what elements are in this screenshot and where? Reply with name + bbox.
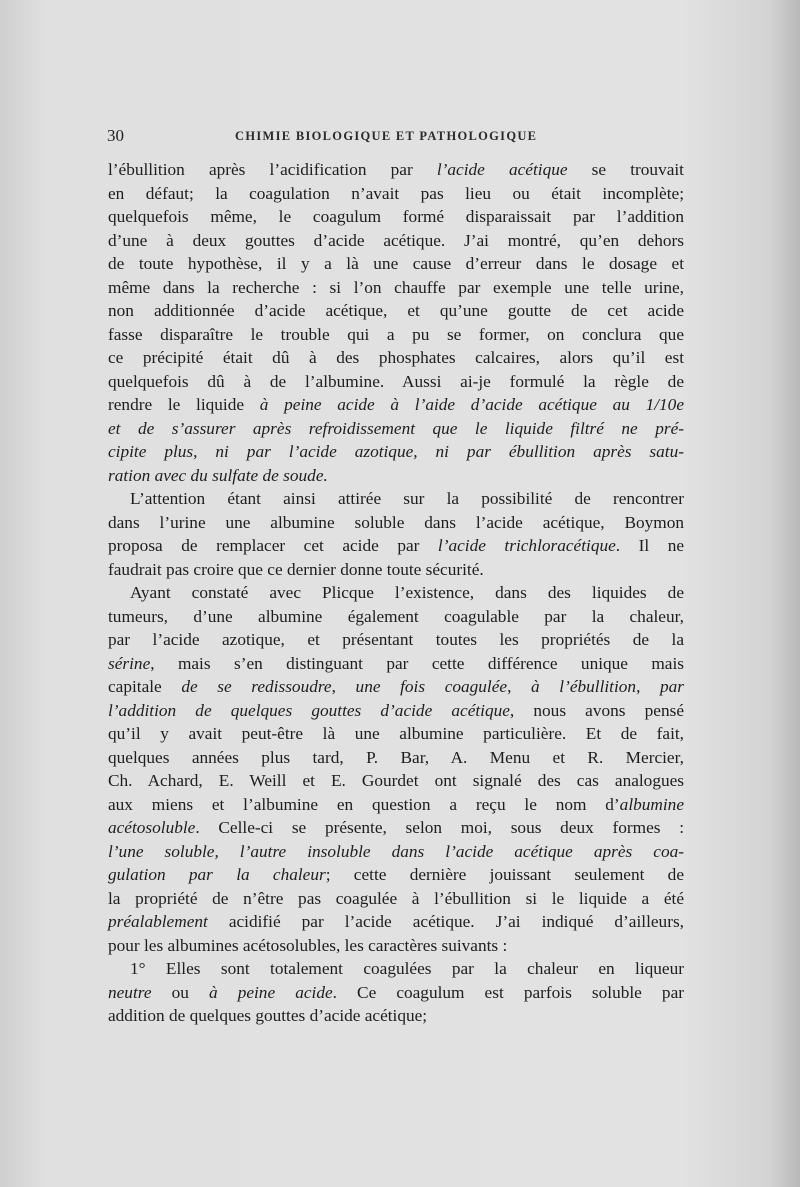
text-line bbox=[108, 370, 684, 394]
text-line bbox=[108, 182, 684, 206]
text-line bbox=[108, 440, 684, 464]
italic-run: acétosoluble bbox=[108, 818, 196, 837]
text-run: même dans la recherche : si l’on chauffe par exemple une telle urine, bbox=[108, 277, 684, 297]
text-run: , bbox=[636, 677, 661, 696]
text-line bbox=[108, 464, 684, 488]
text-line bbox=[108, 158, 684, 182]
text-line bbox=[108, 887, 684, 911]
text-line bbox=[108, 276, 684, 300]
text-line bbox=[108, 934, 684, 958]
text-run: non additionnée d’acide acétique, et qu’une goutte de cet acide bbox=[108, 301, 684, 320]
text-line bbox=[108, 1004, 684, 1028]
text-run: acidifié par l’acide acétique. J’ai indiqué d’ailleurs, bbox=[207, 912, 684, 931]
running-head: CHIMIE BIOLOGIQUE ET PATHOLOGIQUE bbox=[235, 129, 538, 143]
italic-run: par bbox=[660, 677, 685, 696]
text-line bbox=[108, 769, 684, 793]
text-run: 1° Elles sont totalement coagulées par la chaleur en liqueur bbox=[130, 959, 684, 978]
text-run: ce précipité était dû à des phosphates calcaires, alors qu’il est bbox=[108, 348, 684, 367]
italic-run: albumine bbox=[619, 794, 684, 814]
paragraph bbox=[108, 487, 684, 581]
text-line bbox=[108, 910, 684, 934]
text-run: par l’acide azotique, et présentant toutes les propriétés de la bbox=[108, 630, 684, 649]
text-run: de toute hypothèse, il y a là une cause d’erreur dans le dosage et bbox=[108, 254, 684, 273]
text-run: l’ébullition après l’acidification par bbox=[108, 160, 437, 179]
text-run: qu’il y avait peut-être là une albumine particulière. Et de fait, bbox=[108, 724, 684, 743]
text-line bbox=[108, 699, 684, 723]
text-run: . Il ne bbox=[615, 536, 685, 555]
text-run: quelquefois dû à de l’albumine. Aussi ai-je formulé la règle de bbox=[108, 371, 684, 391]
text-line bbox=[108, 863, 684, 887]
text-line bbox=[108, 957, 684, 981]
text-line bbox=[108, 581, 684, 605]
body-text bbox=[108, 158, 684, 1028]
text-line bbox=[108, 652, 684, 676]
text-run: rendre le liquide bbox=[108, 395, 260, 414]
italic-run: à peine acide à l’aide d’acide acétique au 1/10e bbox=[259, 395, 684, 414]
text-run: . Ce coagulum est parfois soluble par bbox=[332, 982, 684, 1002]
italic-run: l’addition de quelques gouttes d’acide acétique bbox=[108, 700, 510, 720]
text-line bbox=[108, 746, 684, 770]
italic-run: gulation par la chaleur bbox=[108, 865, 326, 884]
paragraph bbox=[108, 158, 684, 487]
text-line bbox=[108, 605, 684, 629]
italic-run: sérine bbox=[108, 653, 151, 673]
text-line bbox=[108, 816, 684, 840]
text-run: la propriété de n’être pas coagulée à l’ébullition si le liquide a été bbox=[108, 888, 684, 908]
italic-run: neutre bbox=[108, 982, 152, 1002]
text-line bbox=[108, 981, 684, 1005]
text-line bbox=[108, 722, 684, 746]
italic-run: préalablement bbox=[108, 912, 208, 931]
text-run: dans l’urine une albumine soluble dans l’acide acétique, Boymon bbox=[108, 512, 684, 532]
text-run: aux miens et l’albumine en question a reçu le nom d’ bbox=[108, 794, 620, 814]
italic-run: de se redissoudre bbox=[181, 677, 332, 696]
text-line bbox=[108, 793, 684, 817]
italic-run: l’une soluble, l’autre insoluble dans l’acide acétique après coa- bbox=[108, 841, 684, 861]
text-run: capitale bbox=[108, 677, 182, 696]
text-run: addition de quelques gouttes d’acide acétique; bbox=[108, 1006, 428, 1025]
italic-run: à peine acide bbox=[208, 982, 333, 1002]
page-number: 30 bbox=[107, 126, 124, 145]
text-run: , nous avons pensé bbox=[509, 700, 684, 720]
text-run: quelques années plus tard, P. Bar, A. Menu et R. Mercier, bbox=[108, 747, 684, 767]
text-run: , bbox=[331, 677, 356, 696]
italic-run: et de s’assurer après refroidissement que le liquide filtré ne pré- bbox=[108, 418, 684, 438]
text-line bbox=[108, 229, 684, 253]
italic-run: à l’ébullition bbox=[531, 677, 637, 696]
text-run: se trouvait bbox=[567, 160, 684, 179]
text-run: Ch. Achard, E. Weill et E. Gourdet ont signalé des cas analogues bbox=[108, 771, 684, 790]
text-run: , mais s’en distinguant par cette différence unique mais bbox=[150, 653, 684, 673]
text-line bbox=[108, 487, 684, 511]
text-line bbox=[108, 628, 684, 652]
text-run: fasse disparaître le trouble qui a pu se former, on conclura que bbox=[108, 324, 684, 344]
text-run: quelquefois même, le coagulum formé disparaissait par l’addition bbox=[108, 207, 684, 226]
italic-run: ration avec du sulfate de soude. bbox=[108, 465, 328, 485]
italic-run: l’acide acétique bbox=[436, 160, 568, 179]
text-line bbox=[108, 346, 684, 370]
paragraph bbox=[108, 957, 684, 1028]
text-line bbox=[108, 252, 684, 276]
paragraph bbox=[108, 581, 684, 957]
text-line bbox=[108, 840, 684, 864]
italic-run: une fois coagulée bbox=[355, 677, 508, 696]
text-line bbox=[108, 205, 684, 229]
text-line bbox=[108, 675, 684, 699]
text-run: , bbox=[507, 677, 532, 696]
text-line bbox=[108, 511, 684, 535]
text-run: proposa de remplacer cet acide par bbox=[108, 536, 438, 555]
text-line bbox=[108, 323, 684, 347]
text-run: Ayant constaté avec Plicque l’existence, dans des liquides de bbox=[130, 583, 684, 602]
text-line bbox=[108, 393, 684, 417]
text-run: faudrait pas croire que ce dernier donne toute sécurité. bbox=[108, 559, 484, 579]
text-run: . Celle-ci se présente, selon moi, sous deux formes : bbox=[195, 818, 684, 837]
page-header bbox=[107, 126, 687, 150]
text-run: L’attention étant ainsi attirée sur la possibilité de rencontrer bbox=[130, 489, 684, 508]
text-line bbox=[108, 299, 684, 323]
text-run: pour les albumines acétosolubles, les caractères suivants : bbox=[108, 935, 508, 955]
text-line bbox=[108, 417, 684, 441]
text-run: d’une à deux gouttes d’acide acétique. J’ai montré, qu’en dehors bbox=[108, 230, 684, 250]
text-line bbox=[108, 534, 684, 558]
text-run: ou bbox=[151, 982, 209, 1002]
text-run: ; cette dernière jouissant seulement de bbox=[325, 865, 684, 884]
italic-run: cipite plus, ni par l’acide azotique, ni par ébullition après satu- bbox=[108, 442, 684, 461]
text-run: tumeurs, d’une albumine également coagulable par la chaleur, bbox=[108, 606, 684, 626]
text-run: en défaut; la coagulation n’avait pas lieu ou était incomplète; bbox=[108, 183, 684, 203]
italic-run: l’acide trichloracétique bbox=[437, 536, 616, 555]
text-line bbox=[108, 558, 684, 582]
